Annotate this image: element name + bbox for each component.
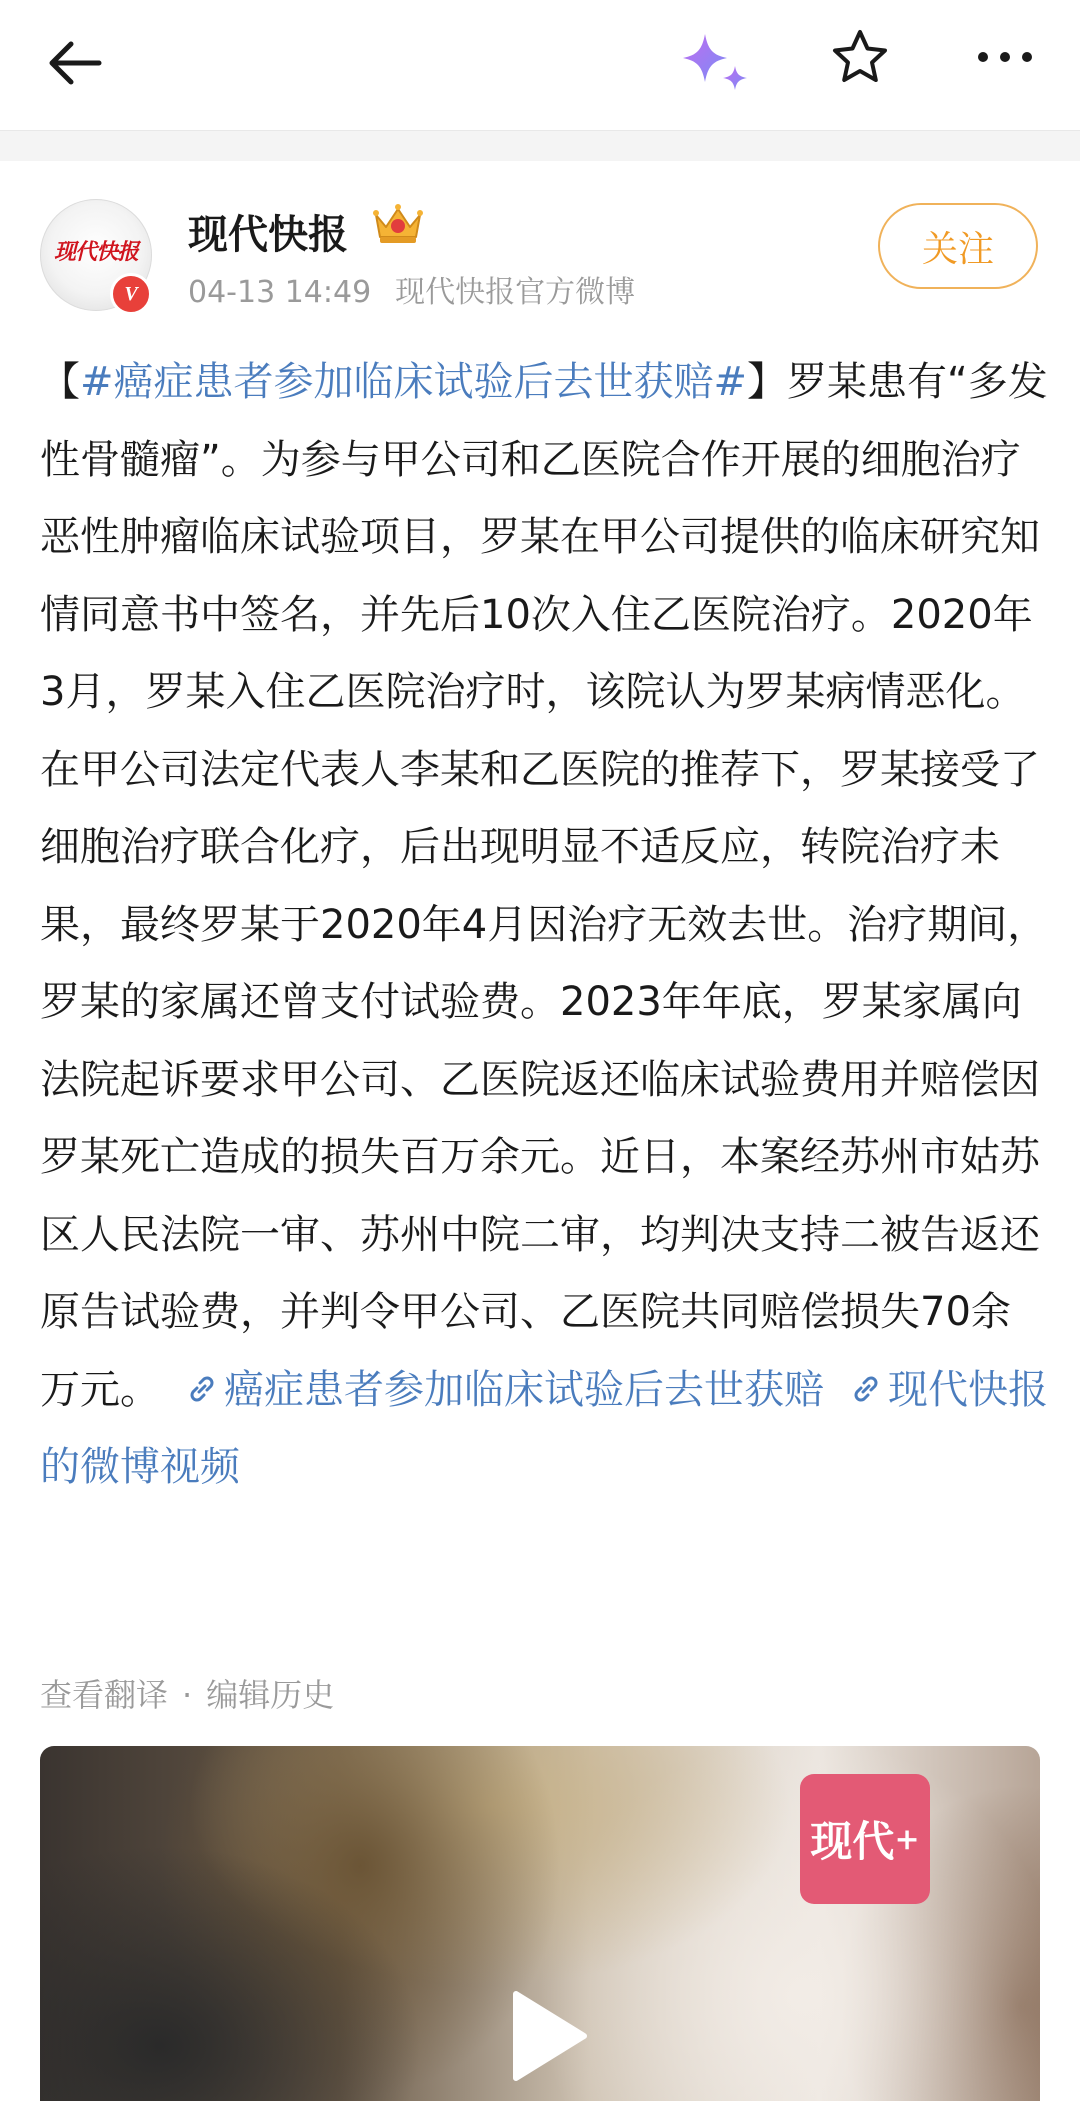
verified-badge: V	[110, 273, 152, 315]
section-divider	[0, 131, 1080, 161]
more-icon	[975, 47, 1035, 67]
play-icon[interactable]	[502, 1986, 592, 2086]
watermark-text: 现代	[810, 1817, 895, 1866]
top-nav-bar	[0, 0, 1080, 131]
watermark-plus: +	[894, 1821, 920, 1857]
topic-link[interactable]: 癌症患者参加临床试验后去世获赔	[224, 1366, 824, 1413]
separator: ·	[182, 1676, 193, 1714]
back-button[interactable]	[30, 18, 120, 108]
translate-link[interactable]: 查看翻译	[40, 1676, 169, 1714]
post-author-header	[0, 161, 1080, 331]
post-meta	[188, 267, 635, 311]
post-body	[40, 344, 1050, 1507]
edit-history-link[interactable]: 编辑历史	[206, 1676, 335, 1714]
video-player[interactable]	[40, 1746, 1040, 2101]
author-name[interactable]: 现代快报	[188, 212, 348, 258]
post-body-text: 罗某患有“多发性骨髓瘤”。为参与甲公司和乙医院合作开展的细胞治疗恶性肿瘤临床试验项目，罗某在甲公司提供的临床研究知情同意书中签名，并先后10次入住乙医院治疗。2020年3月，罗某入住乙医院治疗时，该院认为罗某病情恶化。在甲公司法定代表人李某和乙医院的推荐下，罗某接受了细胞治疗联合化疗，后出现明显不适反应，转院治疗未果，最终罗某于2020年4月因治疗无效去世。治疗期间，罗某的家属还曾支付试验费。2023年年底，罗某家属向法院起诉要求甲公司、乙医院返还临床试验费用并赔偿因罗某死亡造成的损失百万余元。近日，本案经苏州市姑苏区人民法院一审、苏州中院二审，均判决支持二被告返还原告试验费，并判令甲公司、乙医院共同赔偿损失70余万元。	[40, 359, 1048, 1413]
follow-button[interactable]: 关注	[878, 203, 1038, 289]
sparkle-icon	[677, 28, 753, 98]
link-icon	[848, 1371, 884, 1407]
ai-assistant-button[interactable]	[670, 18, 760, 108]
star-icon	[830, 27, 890, 87]
bracket-close: 】	[747, 359, 788, 405]
bracket-open: 【	[40, 359, 80, 405]
video-watermark-logo	[800, 1774, 930, 1904]
post-source: 现代快报官方微博	[395, 275, 636, 310]
hashtag-link[interactable]: #癌症患者参加临床试验后去世获赔#	[80, 359, 748, 405]
crown-icon	[370, 199, 426, 247]
post-actions	[40, 1670, 334, 1716]
favorite-button[interactable]	[815, 12, 905, 102]
link-icon	[184, 1371, 220, 1407]
back-icon	[43, 31, 107, 95]
post-time: 04-13 14:49	[188, 275, 372, 310]
video-link[interactable]: 现代快报的微博视频	[40, 1366, 1048, 1490]
avatar-logo-text: 现代快报	[53, 239, 138, 265]
more-options-button[interactable]	[960, 12, 1050, 102]
